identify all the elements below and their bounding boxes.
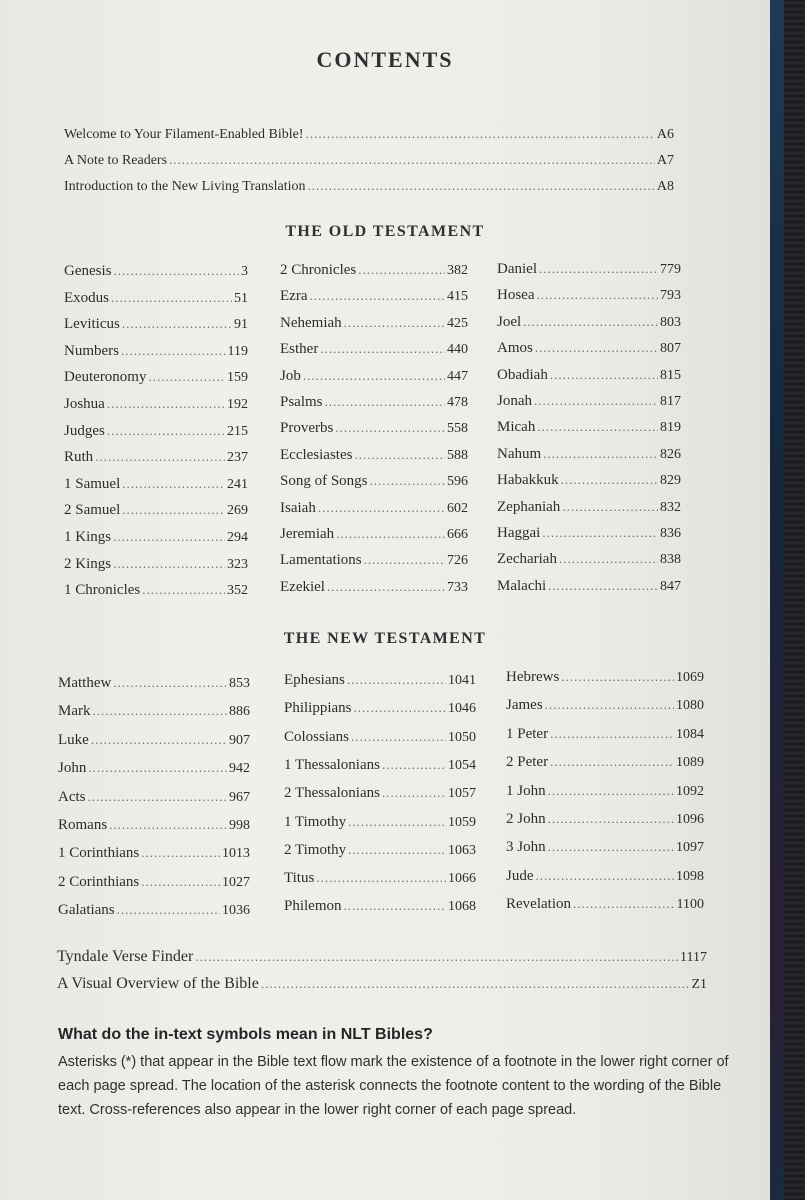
book-page: 269 — [227, 503, 248, 519]
book-page: 91 — [234, 317, 248, 333]
book-name: Acts — [58, 788, 86, 805]
book-page: 1050 — [448, 729, 476, 745]
book-name: Luke — [58, 731, 89, 748]
toc-entry-book[interactable] — [497, 260, 681, 279]
dot-leader — [320, 340, 445, 358]
toc-entry-book[interactable] — [506, 810, 704, 829]
toc-entry-book[interactable] — [58, 816, 250, 835]
book-page: 382 — [447, 263, 468, 278]
book-name: 2 Corinthians — [58, 873, 140, 890]
book-name: Titus — [284, 870, 315, 887]
dot-leader — [318, 499, 445, 517]
book-name: Philemon — [284, 898, 342, 915]
dot-leader — [358, 261, 445, 279]
book-page: 1027 — [222, 874, 250, 890]
dot-leader — [327, 578, 445, 596]
dot-leader — [88, 759, 227, 777]
toc-entry-book[interactable] — [280, 287, 468, 306]
book-name: Daniel — [497, 261, 537, 277]
dot-leader — [370, 472, 445, 490]
entry-name: A Note to Readers — [64, 153, 168, 168]
book-name: James — [506, 697, 543, 714]
book-name: Proverbs — [280, 420, 334, 437]
dot-leader — [113, 528, 225, 546]
book-page: 1098 — [676, 868, 704, 884]
toc-entry-book[interactable] — [497, 498, 681, 517]
book-name: Ezra — [280, 288, 308, 305]
toc-entry-book[interactable] — [284, 671, 476, 690]
book-page: 294 — [227, 530, 248, 545]
dot-leader — [113, 674, 227, 692]
book-page: 1096 — [676, 812, 704, 827]
book-name: 1 Samuel — [64, 475, 121, 492]
dot-leader — [543, 445, 658, 463]
toc-entry-book[interactable] — [497, 392, 681, 411]
book-page: 1041 — [448, 673, 476, 688]
book-page: 817 — [660, 394, 681, 409]
book-page: 241 — [227, 476, 248, 492]
book-name: Deuteronomy — [64, 369, 147, 386]
toc-entry-book[interactable] — [64, 475, 248, 494]
dot-leader — [550, 725, 674, 743]
book-name: Colossians — [284, 728, 350, 745]
dot-leader — [316, 869, 446, 887]
toc-entry-book[interactable] — [497, 577, 681, 596]
book-name: Genesis — [64, 263, 112, 279]
dot-leader — [548, 782, 674, 800]
book-page: 807 — [660, 341, 681, 357]
book-name: Micah — [497, 419, 536, 436]
toc-entry-book[interactable] — [497, 418, 681, 437]
dot-leader — [354, 699, 446, 717]
book-name: Esther — [280, 341, 319, 358]
book-name: Jude — [506, 867, 534, 884]
toc-entry-book[interactable] — [58, 901, 250, 920]
book-page: 1059 — [448, 814, 476, 830]
toc-entry-book[interactable] — [64, 422, 248, 441]
toc-entry-book[interactable] — [497, 550, 681, 569]
dot-leader — [307, 177, 654, 195]
dot-leader — [347, 671, 446, 689]
toc-entry-book[interactable] — [280, 578, 468, 597]
toc-entry-book[interactable] — [497, 286, 681, 305]
dot-leader — [111, 289, 232, 307]
book-name: Obadiah — [497, 366, 548, 383]
toc-entry-book[interactable] — [64, 555, 248, 574]
old-testament-heading: THE OLD TESTAMENT — [285, 223, 485, 240]
dot-leader — [107, 422, 225, 440]
toc-entry-book[interactable] — [284, 728, 476, 747]
dot-leader — [542, 524, 658, 542]
book-page: 826 — [660, 446, 681, 462]
dot-leader — [122, 475, 225, 493]
book-page: 967 — [229, 789, 250, 805]
book-page: 119 — [227, 343, 248, 359]
book-name: Habakkuk — [497, 472, 559, 489]
book-name: Jeremiah — [280, 526, 335, 542]
book-page: 832 — [660, 499, 681, 515]
dot-leader — [562, 498, 658, 516]
book-page: 215 — [227, 423, 248, 439]
book-page: 998 — [229, 818, 250, 833]
dot-leader — [548, 577, 658, 595]
book-name: 1 Thessalonians — [284, 756, 380, 773]
entry-page: A6 — [656, 127, 674, 142]
book-name: Amos — [497, 340, 533, 357]
book-name: Numbers — [64, 342, 119, 359]
book-page: 819 — [660, 420, 681, 436]
book-name: Philippians — [284, 700, 352, 717]
dot-leader — [107, 395, 225, 413]
toc-entry-book[interactable] — [280, 525, 468, 544]
dot-leader — [573, 895, 675, 913]
dot-leader — [548, 810, 674, 828]
dot-leader — [559, 550, 658, 568]
book-page: 51 — [234, 290, 248, 306]
dot-leader — [364, 551, 445, 569]
dot-leader — [382, 784, 446, 802]
book-name: Judges — [64, 422, 105, 439]
toc-entry-book[interactable] — [64, 528, 248, 547]
dot-leader — [113, 555, 225, 573]
book-name: Nahum — [497, 445, 542, 462]
book-name: Joshua — [64, 396, 105, 412]
book-name: Ezekiel — [280, 578, 325, 595]
toc-entry-book[interactable] — [280, 340, 468, 359]
dot-leader — [550, 753, 674, 771]
book-name: Nehemiah — [280, 314, 342, 331]
entry-page: 1117 — [680, 950, 707, 965]
book-name: Job — [280, 367, 301, 384]
book-page: 1084 — [676, 726, 704, 742]
toc-entry-book[interactable] — [506, 867, 704, 886]
book-page: 558 — [447, 421, 468, 437]
dot-leader — [141, 873, 220, 891]
book-name: 1 Timothy — [284, 813, 347, 830]
toc-entry-book[interactable] — [64, 368, 248, 387]
book-page: 1066 — [448, 871, 476, 887]
book-page: 1089 — [676, 755, 704, 771]
dot-leader — [114, 262, 240, 280]
book-name: 1 John — [506, 782, 546, 799]
toc-entry-book[interactable] — [506, 895, 704, 914]
book-page: 440 — [447, 342, 468, 358]
book-page: 425 — [447, 315, 468, 331]
dot-leader — [91, 731, 227, 749]
dot-leader — [561, 668, 674, 686]
toc-entry-back[interactable] — [57, 948, 707, 967]
dot-leader — [354, 446, 445, 464]
book-page: 596 — [447, 474, 468, 490]
entry-page: Z1 — [691, 977, 707, 992]
book-name: Romans — [58, 817, 108, 833]
toc-entry-book[interactable] — [280, 314, 468, 333]
book-name: Zephaniah — [497, 498, 561, 515]
book-page: 847 — [660, 578, 681, 594]
toc-entry-book[interactable] — [497, 339, 681, 358]
book-page: 352 — [227, 583, 248, 599]
entry-name: Introduction to the New Living Translation — [64, 179, 306, 194]
book-page: 942 — [229, 761, 250, 777]
dot-leader — [261, 975, 690, 993]
toc-entry-book[interactable] — [506, 753, 704, 772]
book-name: 1 Chronicles — [64, 582, 141, 599]
book-name: 2 Kings — [64, 555, 112, 572]
toc-entry-book[interactable] — [58, 788, 250, 807]
book-page: 602 — [447, 500, 468, 516]
dot-leader — [306, 125, 655, 143]
book-page: 237 — [227, 450, 248, 466]
toc-entry-book[interactable] — [64, 501, 248, 520]
toc-entry-back[interactable] — [57, 975, 707, 994]
toc-entry-book[interactable] — [497, 445, 681, 464]
toc-entry-book[interactable] — [284, 869, 476, 888]
dot-leader — [148, 368, 225, 386]
dot-leader — [122, 501, 225, 519]
entry-name: A Visual Overview of the Bible — [57, 975, 259, 992]
dot-leader — [548, 838, 674, 856]
book-name: 2 Thessalonians — [284, 785, 380, 802]
book-name: Ephesians — [284, 672, 345, 688]
book-page: 853 — [229, 676, 250, 691]
dot-leader — [344, 314, 445, 332]
book-page: 1057 — [448, 786, 476, 802]
book-page: 1046 — [448, 701, 476, 717]
book-page: 1100 — [676, 897, 704, 913]
toc-entry-book[interactable] — [280, 551, 468, 570]
dot-leader — [88, 788, 228, 806]
book-page: 159 — [227, 370, 248, 386]
book-name: John — [58, 760, 87, 777]
toc-entry-book[interactable] — [506, 696, 704, 715]
book-name: Mark — [58, 703, 91, 720]
symbols-paragraph: Asterisks (*) that appear in the Bible text flow mark the existence of a footnote in the lower right corner of each page spread. The location of the asterisk connects the footnote content to the wording of the Bible text. Cross-references also appear in the lower right corner of each page spread. — [58, 1054, 729, 1118]
dot-leader — [122, 315, 232, 333]
entry-page: A8 — [656, 179, 674, 194]
book-page: 1013 — [222, 846, 250, 862]
dot-leader — [348, 813, 446, 831]
toc-entry-book[interactable] — [497, 471, 681, 490]
dot-leader — [382, 756, 446, 774]
dot-leader — [325, 393, 445, 411]
book-name: Isaiah — [280, 499, 316, 516]
book-name: 1 Kings — [64, 529, 112, 545]
book-name: Psalms — [280, 394, 323, 410]
toc-entry-book[interactable] — [64, 315, 248, 334]
ribbon-marker — [770, 0, 784, 1200]
toc-entry-book[interactable] — [280, 393, 468, 412]
dot-leader — [95, 448, 225, 466]
book-page: 733 — [447, 579, 468, 595]
book-name: 1 Peter — [506, 725, 549, 742]
toc-entry-book[interactable] — [58, 873, 250, 892]
book-name: Ruth — [64, 449, 94, 466]
dot-leader — [117, 901, 220, 919]
book-page: 415 — [447, 289, 468, 305]
book-page: 478 — [447, 395, 468, 410]
page-title: CONTENTS — [316, 47, 454, 72]
book-page: 726 — [447, 553, 468, 569]
book-page: 1097 — [676, 840, 704, 856]
toc-entry-book[interactable] — [58, 759, 250, 778]
book-name: Exodus — [64, 289, 109, 306]
book-name: Haggai — [497, 525, 541, 541]
book-page: 447 — [447, 368, 468, 384]
toc-entry-book[interactable] — [280, 261, 468, 280]
toc-entry-book[interactable] — [64, 342, 248, 361]
book-page: 838 — [660, 552, 681, 568]
dot-leader — [545, 696, 674, 714]
toc-entry-book[interactable] — [58, 674, 250, 693]
dot-leader — [141, 844, 220, 862]
toc-entry-book[interactable] — [280, 499, 468, 518]
dot-leader — [303, 367, 445, 385]
book-page: 793 — [660, 288, 681, 304]
cover-edge — [770, 0, 805, 1200]
dot-leader — [536, 867, 675, 885]
book-name: Joel — [497, 313, 522, 330]
book-name: Revelation — [506, 896, 571, 913]
toc-entry-book[interactable] — [497, 313, 681, 332]
book-name: Ecclesiastes — [280, 446, 353, 463]
toc-entry-book[interactable] — [58, 844, 250, 863]
toc-entry-book[interactable] — [284, 756, 476, 775]
toc-entry-book[interactable] — [506, 725, 704, 744]
toc-entry-book[interactable] — [506, 838, 704, 857]
book-name: Song of Songs — [280, 473, 368, 490]
entry-page: A7 — [656, 153, 674, 168]
book-page: 886 — [229, 704, 250, 720]
toc-entry-book[interactable] — [280, 472, 468, 491]
toc-entry-book[interactable] — [64, 448, 248, 467]
book-name: 2 John — [506, 811, 546, 827]
toc-entry-book[interactable] — [280, 419, 468, 438]
dot-leader — [309, 287, 445, 305]
toc-entry-book[interactable] — [58, 731, 250, 750]
book-name: Hebrews — [506, 669, 560, 685]
toc-entry-book[interactable] — [497, 524, 681, 543]
toc-entry-book[interactable] — [506, 782, 704, 801]
toc-entry-front[interactable] — [64, 151, 674, 170]
book-page: 1080 — [676, 698, 704, 714]
toc-entry-book[interactable] — [280, 367, 468, 386]
dot-leader — [537, 418, 658, 436]
dot-leader — [93, 702, 228, 720]
dot-leader — [169, 151, 655, 169]
dot-leader — [142, 581, 225, 599]
book-page: 1068 — [448, 899, 476, 915]
book-name: Matthew — [58, 675, 112, 691]
toc-entry-book[interactable] — [64, 581, 248, 600]
book-name: Jonah — [497, 393, 532, 409]
book-page: 3 — [241, 264, 248, 279]
dot-leader — [348, 841, 446, 859]
book-page: 192 — [227, 397, 248, 412]
book-name: 2 Samuel — [64, 502, 121, 519]
new-testament-heading: THE NEW TESTAMENT — [283, 630, 487, 647]
book-page: 1092 — [676, 783, 704, 799]
book-page: 666 — [447, 527, 468, 542]
toc-entry-book[interactable] — [497, 366, 681, 385]
toc-entry-book[interactable] — [64, 289, 248, 308]
dot-leader — [534, 392, 658, 410]
dot-leader — [335, 419, 445, 437]
toc-entry-front[interactable] — [64, 125, 674, 144]
book-page: 1069 — [676, 670, 704, 685]
dot-leader — [539, 260, 658, 278]
toc-entry-book[interactable] — [506, 668, 704, 687]
entry-name: Tyndale Verse Finder — [57, 948, 194, 965]
book-page: 907 — [229, 732, 250, 748]
book-page: 1063 — [448, 842, 476, 858]
book-name: Malachi — [497, 577, 547, 594]
book-page: 323 — [227, 556, 248, 572]
dot-leader — [195, 948, 678, 966]
book-page: 836 — [660, 526, 681, 541]
dot-leader — [121, 342, 226, 360]
toc-entry-book[interactable] — [284, 813, 476, 832]
toc-entry-book[interactable] — [64, 262, 248, 281]
book-name: 1 Corinthians — [58, 845, 140, 862]
book-name: Zechariah — [497, 551, 557, 568]
toc-entry-book[interactable] — [280, 446, 468, 465]
book-name: 2 Chronicles — [280, 262, 357, 278]
toc-entry-book[interactable] — [284, 897, 476, 916]
book-name: Leviticus — [64, 316, 120, 333]
dot-leader — [336, 525, 445, 543]
book-name: Lamentations — [280, 552, 362, 569]
toc-entry-book[interactable] — [64, 395, 248, 414]
book-page: 803 — [660, 314, 681, 330]
dot-leader — [550, 366, 658, 384]
book-name: Galatians — [58, 902, 115, 919]
dot-leader — [109, 816, 227, 834]
toc-entry-book[interactable] — [284, 784, 476, 803]
book-name: Hosea — [497, 287, 535, 304]
dot-leader — [351, 728, 446, 746]
book-page: 1036 — [222, 903, 250, 919]
dot-leader — [561, 471, 658, 489]
book-name: 2 Peter — [506, 754, 549, 771]
dot-leader — [344, 897, 446, 915]
toc-entry-book[interactable] — [284, 699, 476, 718]
book-page: 815 — [660, 367, 681, 383]
entry-name: Welcome to Your Filament-Enabled Bible! — [64, 127, 304, 142]
toc-entry-book[interactable] — [58, 702, 250, 721]
book-page: 829 — [660, 473, 681, 489]
toc-entry-book[interactable] — [284, 841, 476, 860]
toc-entry-front[interactable] — [64, 177, 674, 196]
dot-leader — [537, 286, 659, 304]
symbols-heading: What do the in-text symbols mean in NLT Bibles? — [58, 1026, 433, 1043]
book-name: 2 Timothy — [284, 841, 347, 858]
dot-leader — [523, 313, 658, 331]
dot-leader — [535, 339, 658, 357]
book-name: 3 John — [506, 839, 546, 856]
book-page: 779 — [660, 262, 681, 277]
book-page: 1054 — [448, 757, 476, 773]
book-page: 588 — [447, 447, 468, 463]
